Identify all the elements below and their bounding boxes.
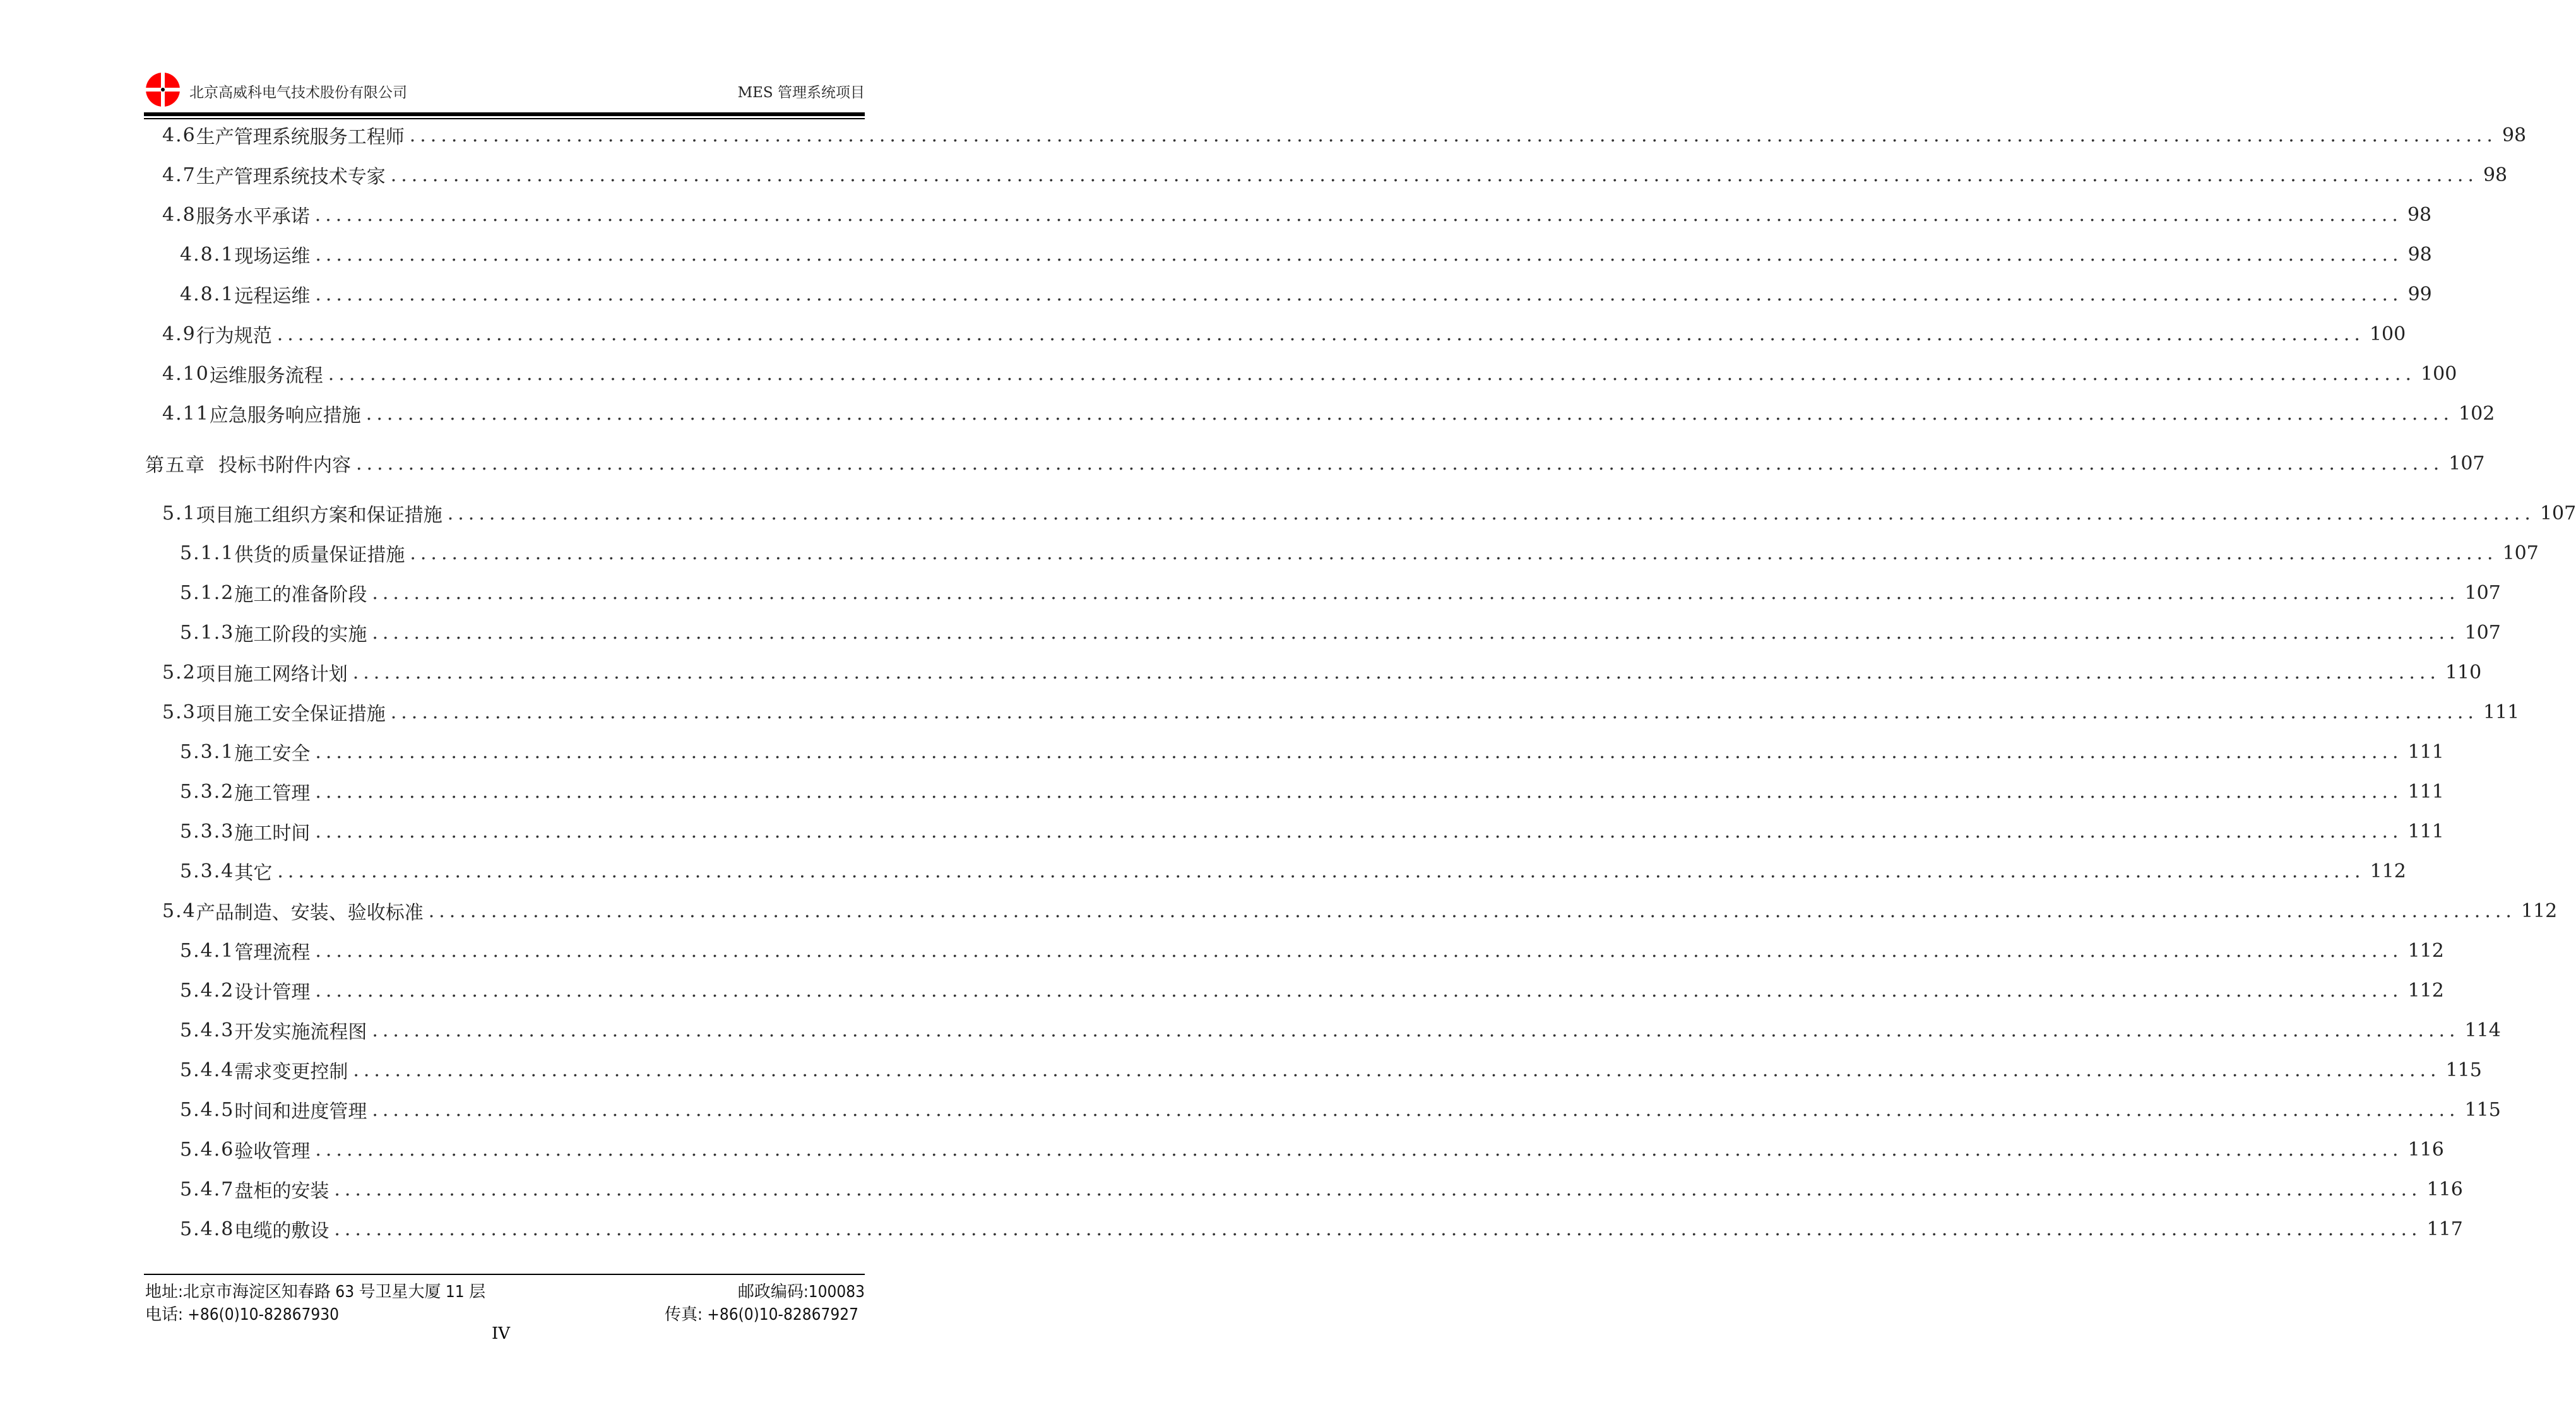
toc-number: 5.4	[162, 899, 196, 922]
toc-page: 107	[2539, 502, 2576, 525]
toc-entry[interactable]	[145, 499, 2576, 527]
toc-leader: ........................................................................................................................................................................................................	[276, 323, 2365, 345]
toc-title: 远程运维	[234, 285, 311, 307]
toc-leader: ........................................................................................................................................................................................................	[372, 1098, 2460, 1121]
toc-number: 4.8	[162, 203, 196, 226]
toc-title: 施工安全	[234, 743, 311, 765]
toc-page: 107	[2502, 542, 2539, 564]
toc-leader: ........................................................................................................................................................................................................	[356, 452, 2444, 475]
toc-entry[interactable]	[145, 449, 2485, 477]
toc-number: 5.4.6	[180, 1138, 235, 1161]
toc-entry[interactable]	[145, 976, 2444, 1004]
toc-leader: ........................................................................................................................................................................................................	[390, 701, 2478, 723]
toc-page: 107	[2464, 581, 2501, 604]
toc-entry[interactable]	[145, 1056, 2482, 1084]
toc-leader: ........................................................................................................................................................................................................	[315, 820, 2403, 843]
toc-page: 112	[2370, 860, 2406, 882]
toc-page: 112	[2407, 979, 2444, 1002]
toc-title: 生产管理系统技术专家	[196, 166, 386, 188]
toc-title: 需求变更控制	[234, 1061, 348, 1083]
toc-title: 应急服务响应措施	[209, 405, 361, 427]
footer-fax: 传真: +86(0)10-82867927	[664, 1305, 858, 1324]
toc-number: 5.1.3	[180, 621, 235, 644]
toc-page: 98	[2407, 243, 2432, 266]
toc-number: 4.10	[162, 362, 210, 385]
toc-number: 5.2	[162, 661, 196, 684]
toc-leader: ........................................................................................................................................................................................................	[372, 1019, 2460, 1041]
toc-number: 5.3.1	[180, 740, 235, 763]
toc-leader: ........................................................................................................................................................................................................	[334, 1218, 2422, 1240]
toc-title: 验收管理	[234, 1141, 311, 1163]
toc-title: 时间和进度管理	[234, 1101, 367, 1123]
toc-page: 107	[2448, 452, 2485, 475]
toc-entry[interactable]	[145, 280, 2432, 308]
toc-page: 107	[2464, 621, 2501, 644]
toc-title: 项目施工网络计划	[196, 663, 348, 685]
footer-postcode: 邮政编码:100083	[737, 1283, 865, 1301]
toc-number: 5.4.5	[180, 1098, 235, 1121]
toc-entry[interactable]	[145, 121, 2527, 149]
toc-leader: ........................................................................................................................................................................................................	[315, 243, 2403, 266]
toc-page: 98	[2502, 124, 2527, 146]
toc-page: 112	[2407, 939, 2444, 962]
toc-page: 110	[2445, 661, 2482, 684]
toc-leader: ........................................................................................................................................................................................................	[277, 860, 2365, 882]
toc-page: 115	[2445, 1058, 2482, 1081]
toc-number: 4.8.1	[180, 283, 235, 305]
toc-leader: ........................................................................................................................................................................................................	[352, 661, 2440, 684]
footer-rule	[144, 1274, 865, 1275]
toc-number: 5.4.1	[180, 939, 235, 962]
toc-page: 102	[2459, 402, 2495, 425]
toc-entry[interactable]	[145, 738, 2444, 766]
toc-leader: ........................................................................................................................................................................................................	[315, 939, 2403, 962]
toc-entry[interactable]	[145, 579, 2501, 607]
toc-entry[interactable]	[145, 539, 2539, 567]
toc-leader: ........................................................................................................................................................................................................	[328, 362, 2416, 385]
toc-page: 116	[2407, 1138, 2444, 1161]
toc-number: 5.1.1	[180, 542, 235, 564]
toc-entry[interactable]	[145, 658, 2482, 686]
toc-page: 111	[2483, 701, 2520, 723]
toc-entry[interactable]	[145, 1215, 2463, 1243]
toc-leader: ........................................................................................................................................................................................................	[409, 124, 2497, 146]
toc-title: 项目施工安全保证措施	[196, 703, 386, 725]
toc-entry[interactable]	[145, 897, 2558, 925]
toc-title: 管理流程	[234, 942, 311, 964]
toc-entry[interactable]	[145, 1016, 2501, 1044]
toc-leader: ........................................................................................................................................................................................................	[428, 899, 2516, 922]
toc-page: 98	[2483, 163, 2508, 186]
toc-title: 服务水平承诺	[196, 206, 310, 228]
toc-title: 行为规范	[196, 325, 272, 347]
toc-page: 117	[2426, 1218, 2463, 1240]
toc-page: 99	[2407, 283, 2432, 305]
toc-number: 4.6	[162, 124, 196, 146]
toc-number: 5.3.3	[180, 820, 235, 843]
toc-leader: ........................................................................................................................................................................................................	[372, 621, 2460, 644]
toc-number: 5.3	[162, 701, 196, 723]
toc-number: 5.4.4	[180, 1058, 235, 1081]
toc-page: 116	[2426, 1178, 2463, 1201]
footer-address: 地址:北京市海淀区知春路 63 号卫星大厦 11 层	[145, 1283, 486, 1301]
toc-page: 112	[2520, 899, 2558, 922]
toc-entry[interactable]	[145, 817, 2444, 845]
toc-entry[interactable]	[145, 1096, 2501, 1124]
toc-leader: ........................................................................................................................................................................................................	[365, 402, 2454, 425]
toc-number: 5.4.7	[180, 1178, 235, 1201]
toc-title: 产品制造、安装、验收标准	[196, 902, 424, 924]
toc-page: 115	[2464, 1098, 2501, 1121]
toc-leader: ........................................................................................................................................................................................................	[390, 163, 2478, 186]
toc-number: 第五章	[145, 454, 206, 477]
toc-title: 供货的质量保证措施	[234, 544, 405, 566]
toc-title: 投标书附件内容	[218, 454, 351, 477]
toc-entry[interactable]	[145, 201, 2432, 228]
toc-number: 5.3.4	[180, 860, 235, 882]
toc-number: 5.1	[162, 502, 196, 525]
toc-title: 项目施工组织方案和保证措施	[196, 504, 442, 526]
toc-page: 111	[2407, 780, 2444, 803]
toc-entry[interactable]	[145, 857, 2406, 885]
toc-number: 4.8.1	[180, 243, 235, 266]
toc-leader: ........................................................................................................................................................................................................	[315, 740, 2403, 763]
toc-leader: ........................................................................................................................................................................................................	[447, 502, 2535, 525]
toc-page: 114	[2464, 1019, 2501, 1041]
toc-leader: ........................................................................................................................................................................................................	[410, 542, 2498, 564]
toc-leader: ........................................................................................................................................................................................................	[314, 203, 2402, 226]
toc-title: 施工的准备阶段	[234, 584, 367, 606]
toc-leader: ........................................................................................................................................................................................................	[315, 1138, 2403, 1161]
toc-page: 100	[2421, 362, 2457, 385]
toc-entry[interactable]	[145, 937, 2444, 964]
toc-leader: ........................................................................................................................................................................................................	[315, 780, 2403, 803]
toc-leader: ........................................................................................................................................................................................................	[315, 283, 2403, 305]
toc-page: 100	[2369, 323, 2406, 345]
toc-leader: ........................................................................................................................................................................................................	[315, 979, 2403, 1002]
toc-entry[interactable]	[145, 360, 2457, 388]
toc-entry[interactable]	[145, 320, 2406, 348]
toc-title: 电缆的敷设	[234, 1220, 329, 1242]
toc-entry[interactable]	[145, 240, 2432, 268]
toc-title: 施工管理	[234, 783, 311, 805]
toc-entry[interactable]	[145, 400, 2495, 427]
header-rule-thin	[144, 118, 865, 119]
toc-leader: ........................................................................................................................................................................................................	[334, 1178, 2422, 1201]
footer-phone: 电话: +86(0)10-82867930	[145, 1305, 340, 1324]
toc-number: 4.7	[162, 163, 196, 186]
toc-title: 盘柜的安装	[234, 1180, 329, 1202]
toc-title: 其它	[234, 862, 273, 884]
toc-entry[interactable]	[145, 698, 2520, 726]
project-name: MES 管理系统项目	[737, 85, 865, 101]
toc-number: 5.4.8	[180, 1218, 235, 1240]
toc-number: 5.4.2	[180, 979, 235, 1002]
toc-entry[interactable]	[145, 1175, 2463, 1203]
toc-title: 施工时间	[234, 822, 311, 845]
company-logo-icon	[145, 72, 181, 107]
toc-page: 111	[2407, 820, 2444, 843]
toc-title: 现场运维	[234, 246, 311, 268]
toc-number: 5.4.3	[180, 1019, 235, 1041]
toc-entry[interactable]	[145, 778, 2444, 805]
toc-title: 开发实施流程图	[234, 1021, 367, 1043]
header-rule	[144, 112, 865, 116]
toc-number: 4.11	[162, 402, 210, 425]
toc-page: 98	[2407, 203, 2432, 226]
toc-number: 5.3.2	[180, 780, 235, 803]
toc-number: 5.1.2	[180, 581, 235, 604]
toc-leader: ........................................................................................................................................................................................................	[353, 1058, 2441, 1081]
toc-title: 施工阶段的实施	[234, 624, 367, 646]
toc-entry[interactable]	[145, 161, 2508, 189]
toc-title: 生产管理系统服务工程师	[196, 126, 405, 148]
toc-page: 111	[2407, 740, 2444, 763]
toc-entry[interactable]	[145, 619, 2501, 646]
toc-title: 运维服务流程	[209, 365, 323, 387]
toc-number: 4.9	[162, 323, 196, 345]
toc-title: 设计管理	[234, 981, 311, 1004]
toc-leader: ........................................................................................................................................................................................................	[372, 581, 2460, 604]
page-number: IV	[491, 1324, 511, 1343]
company-name: 北京高威科电气技术股份有限公司	[189, 85, 407, 101]
toc-entry[interactable]	[145, 1135, 2444, 1163]
